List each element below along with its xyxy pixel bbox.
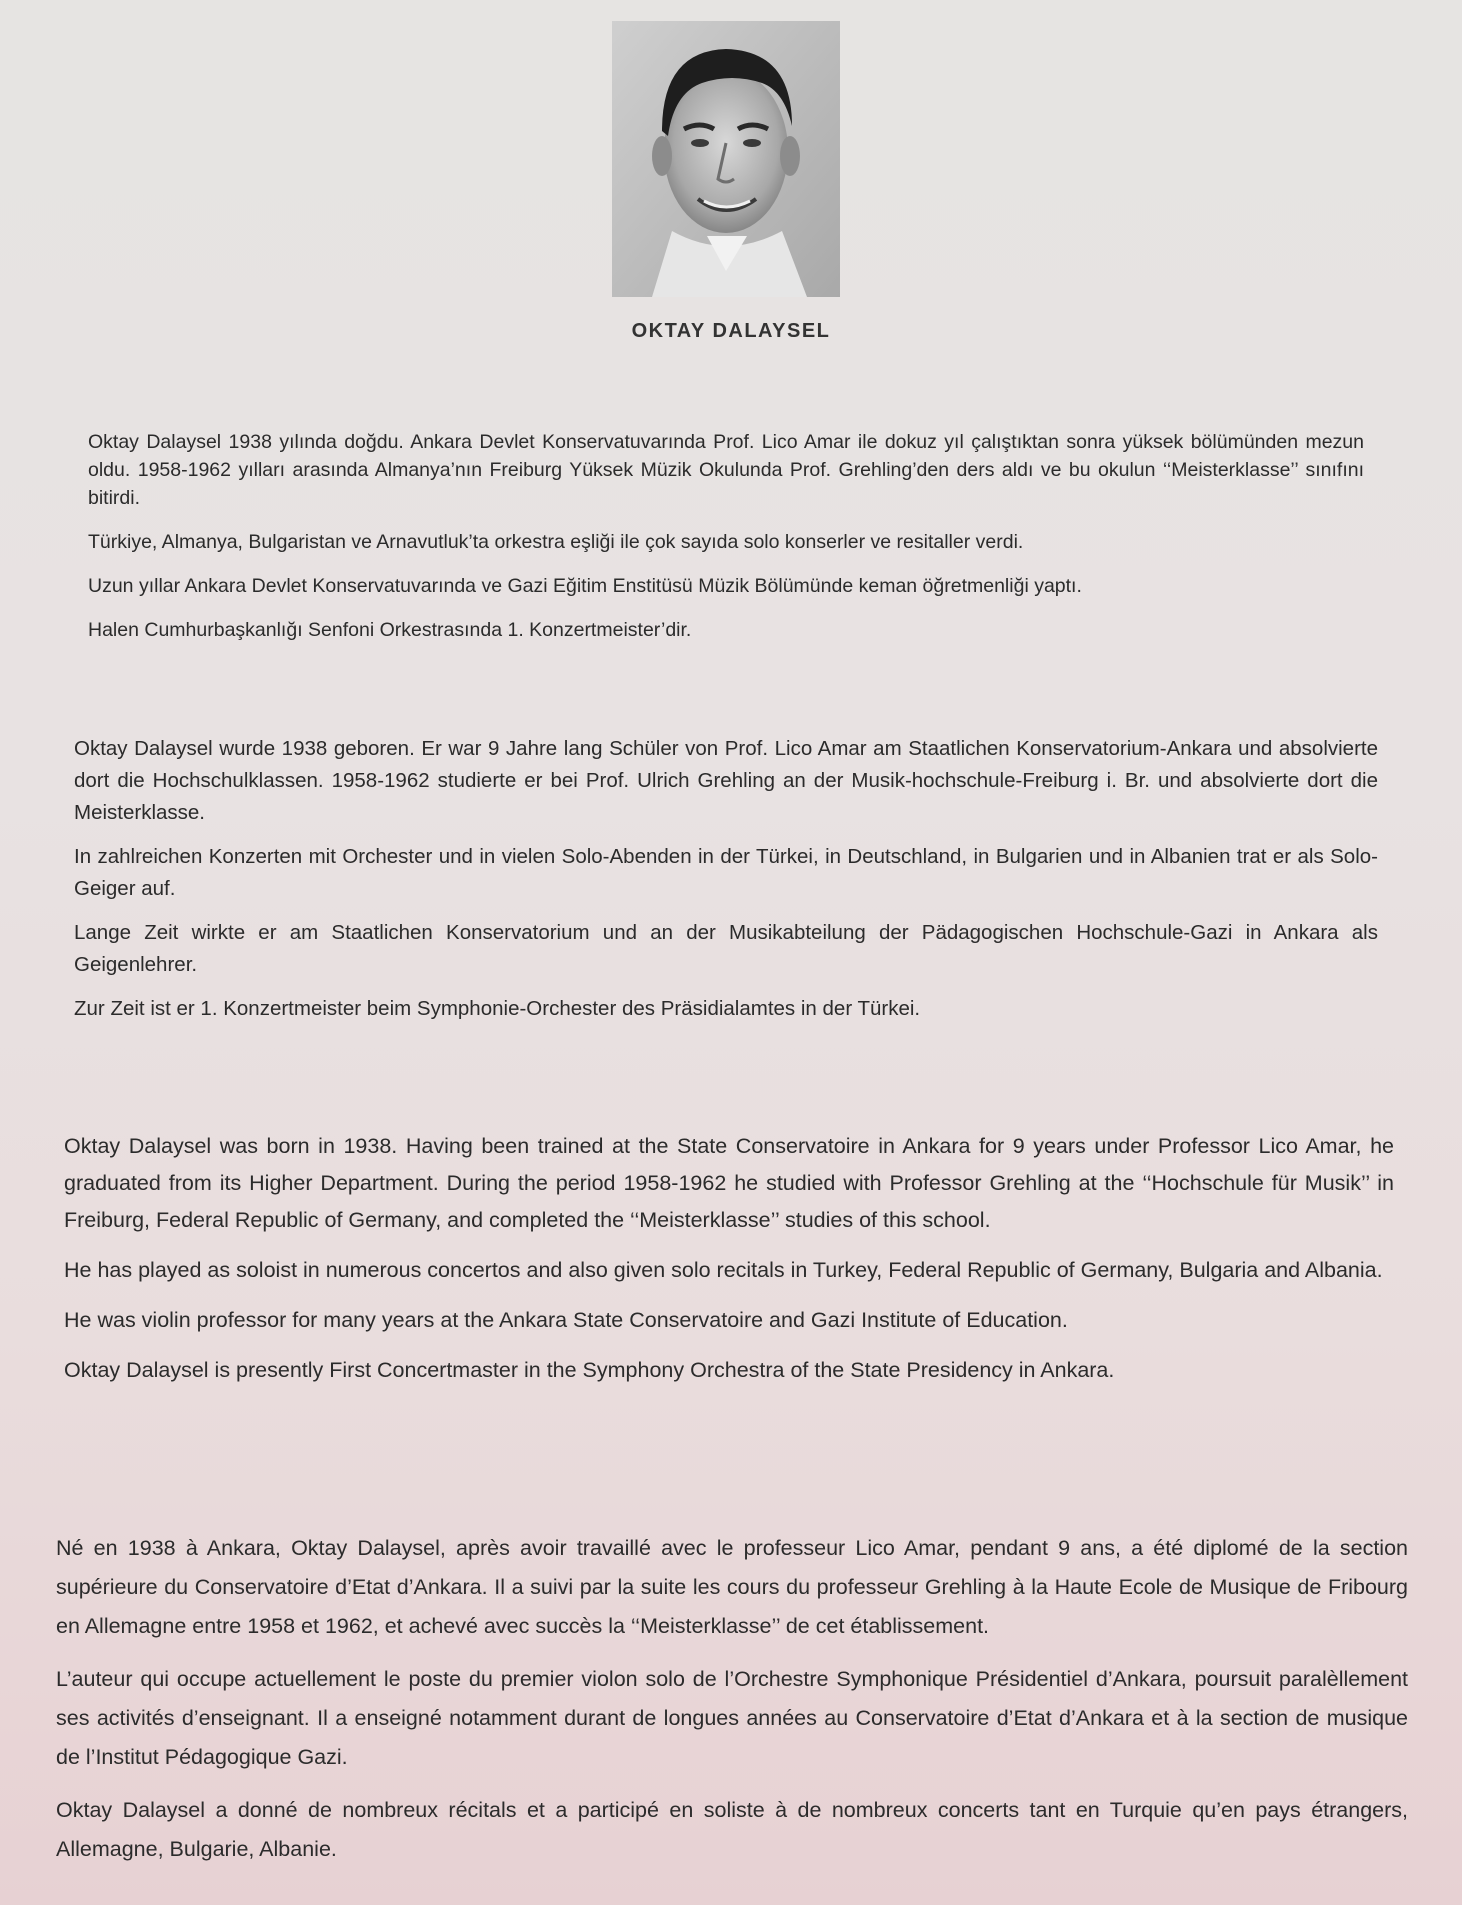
bio-paragraph: Oktay Dalaysel wurde 1938 geboren. Er war 9 Jahre lang Schüler von Prof. Lico Amar am Staatlichen Konservatorium-Ankara und absolvierte dort die Hochschulklassen. 1958-1962 studierte er bei Prof. Ulrich Grehling an der Musik-hochschule-Freiburg i. Br. und absolvierte dort die Meisterklasse. xyxy=(74,737,1378,824)
bio-paragraph: He was violin professor for many years at the Ankara State Conservatoire and Gazi Institute of Education. xyxy=(64,1308,1068,1332)
person-name: OKTAY DALAYSEL xyxy=(631,320,831,342)
bio-paragraph: Oktay Dalaysel 1938 yılında doğdu. Ankara Devlet Konservatuvarında Prof. Lico Amar ile dokuz yıl çalıştıktan sonra yüksek bölümünden mezun oldu. 1958-1962 yılları arasında Almanya’nın Freiburg Yüksek Müzik Okulunda Prof. Grehling’den ders aldı ve bu okulun ‘‘Meisterklasse’’ sınıfını bitirdi. xyxy=(88,431,1364,509)
bio-paragraph: Lange Zeit wirkte er am Staatlichen Konservatorium und an der Musikabteilung der Pädagogischen Hochschule-Gazi in Ankara als Geigenlehrer. xyxy=(74,921,1378,976)
bio-turkish xyxy=(88,428,1364,660)
bio-paragraph: Oktay Dalaysel is presently First Concertmaster in the Symphony Orchestra of the State Presidency in Ankara. xyxy=(64,1358,1115,1382)
bio-paragraph: He has played as soloist in numerous concertos and also given solo recitals in Turkey, Federal Republic of Germany, Bulgaria and Albania. xyxy=(64,1258,1383,1282)
portrait-photo xyxy=(612,21,840,297)
bio-paragraph: Zur Zeit ist er 1. Konzertmeister beim Symphonie-Orchester des Präsidialamtes in der Türkei. xyxy=(74,997,921,1020)
bio-paragraph: Türkiye, Almanya, Bulgaristan ve Arnavutluk’ta orkestra eşliği ile çok sayıda solo konserler ve resitaller verdi. xyxy=(88,531,1024,553)
bio-german xyxy=(74,733,1378,1037)
bio-paragraph: In zahlreichen Konzerten mit Orchester und in vielen Solo-Abenden in der Türkei, in Deutschland, in Bulgarien und in Albanien trat er als Solo-Geiger auf. xyxy=(74,845,1378,900)
bio-paragraph: Oktay Dalaysel was born in 1938. Having been trained at the State Conservatoire in Ankara for 9 years under Professor Lico Amar, he graduated from its Higher Department. During the period 1958-1962 he studied with Professor Grehling at the ‘‘Hochschule für Musik’’ in Freiburg, Federal Republic of Germany, and completed the ‘‘Meisterklasse’’ studies of this school. xyxy=(64,1134,1394,1232)
bio-paragraph: Halen Cumhurbaşkanlığı Senfoni Orkestrasında 1. Konzertmeister’dir. xyxy=(88,619,692,641)
bio-paragraph: L’auteur qui occupe actuellement le poste du premier violon solo de l’Orchestre Symphonique Présidentiel d’Ankara, poursuit paralèllement ses activités d’enseignant. Il a enseigné notamment durant de longues années au Conservatoire d’Etat d’Ankara et à la section de musique de l’Institut Pédagogique Gazi. xyxy=(56,1667,1408,1769)
bio-paragraph: Uzun yıllar Ankara Devlet Konservatuvarında ve Gazi Eğitim Enstitüsü Müzik Bölümünde keman öğretmenliği yaptı. xyxy=(88,575,1082,597)
bio-paragraph: Né en 1938 à Ankara, Oktay Dalaysel, après avoir travaillé avec le professeur Lico Amar, pendant 9 ans, a été diplomé de la section supérieure du Conservatoire d’Etat d’Ankara. Il a suivi par la suite les cours du professeur Grehling à la Haute Ecole de Musique de Fribourg en Allemagne entre 1958 et 1962, et achevé avec succès la ‘‘Meisterklasse’’ de cet établissement. xyxy=(56,1536,1408,1638)
bio-french xyxy=(56,1529,1408,1883)
bio-english xyxy=(64,1128,1394,1402)
bio-paragraph: Oktay Dalaysel a donné de nombreux récitals et a participé en soliste à de nombreux concerts tant en Turquie qu’en pays étrangers, Allemagne, Bulgarie, Albanie. xyxy=(56,1798,1408,1861)
